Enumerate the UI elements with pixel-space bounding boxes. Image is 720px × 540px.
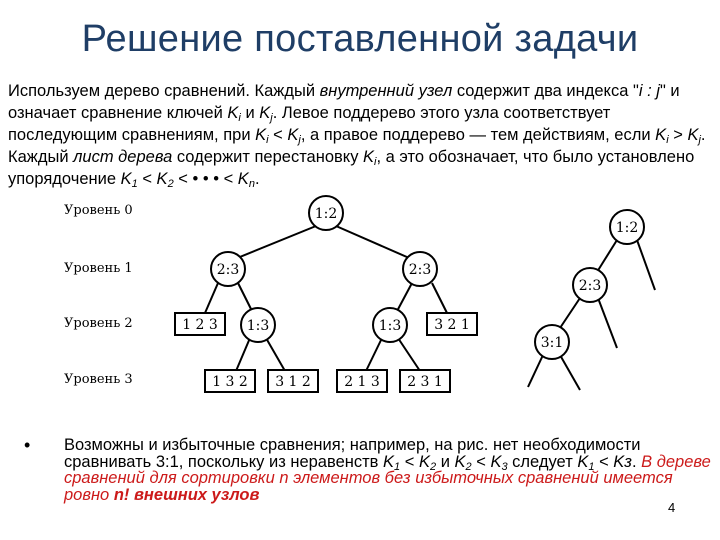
tree-node-level2-right [373, 308, 407, 342]
level-label-2: Уровень 2 [64, 316, 133, 331]
tree-node-root [309, 196, 343, 230]
tree-node-level1-right [403, 252, 437, 286]
side-tree-node-3 [535, 325, 569, 359]
level-label-1: Уровень 1 [64, 261, 133, 276]
svg-text:2 3 1: 2 3 1 [407, 374, 443, 390]
svg-text:2:3: 2:3 [578, 278, 602, 294]
highlight-bold-text: n! внешних узлов [113, 485, 260, 504]
tree-leaf-level3-1 [205, 370, 255, 392]
tree-leaf-level3-3 [337, 370, 387, 392]
level-label-0: Уровень 0 [64, 203, 133, 218]
tree-leaf-level3-4 [400, 370, 450, 392]
description-paragraph: Используем дерево сравнений. Каждый внутренний узел содержит два индекса "i : j" и означает сравнение ключей $K_i$ и $K_j$. Левое поддерево этого узла соответствует последующим сравнениям, при $K_i < K_j$, а правое поддерево — тем действиям, если $K_i > K_j$. Каждый лист дерева содержит перестановку $K_i$, а это обозначает, что было установлено упорядочение $K_1 < K_2$ < • • • < $K_n$. [8, 82, 706, 190]
level-label-3: Уровень 3 [64, 372, 133, 387]
comparison-tree-diagram [0, 190, 720, 405]
tree-node-level2-left [241, 308, 275, 342]
tree-node-level1-left [211, 252, 245, 286]
slide-title: Решение поставленной задачи [81, 18, 639, 60]
tree-leaf-level2-left [175, 313, 225, 335]
svg-text:1:3: 1:3 [378, 318, 402, 334]
page-number: 4 [668, 500, 676, 515]
svg-text:2 1 3: 2 1 3 [344, 374, 380, 390]
svg-text:3:1: 3:1 [540, 335, 564, 351]
svg-text:1:3: 1:3 [246, 318, 270, 334]
side-tree-node-2 [573, 268, 607, 302]
svg-text:3 2 1: 3 2 1 [434, 317, 470, 333]
bullet-icon: • [24, 435, 31, 455]
svg-text:1:2: 1:2 [615, 220, 639, 236]
side-tree-node-1 [610, 210, 644, 244]
svg-text:1 3 2: 1 3 2 [212, 374, 248, 390]
svg-text:2:3: 2:3 [408, 262, 432, 278]
bullet-text: Возможны и избыточные сравнения; например, на рис. нет необходимости сравнивать 3:1, поскольку из неравенств $K_1 < K_2$ и $K_2 < K_3$ следует $K_1$ < Kз. В дереве сравнений для сортировки n элементов без избыточных сравнений имеется ровно n! внешних узлов [64, 436, 711, 504]
svg-text:1:2: 1:2 [314, 206, 338, 222]
tree-leaf-level2-right [427, 313, 477, 335]
svg-text:2:3: 2:3 [216, 262, 240, 278]
svg-text:1 2 3: 1 2 3 [182, 317, 218, 333]
svg-text:3 1 2: 3 1 2 [275, 374, 311, 390]
highlight-text: В дереве сравнений для сортировки n элементов без избыточных сравнений имеется ровно [64, 452, 711, 504]
tree-leaf-level3-2 [268, 370, 318, 392]
